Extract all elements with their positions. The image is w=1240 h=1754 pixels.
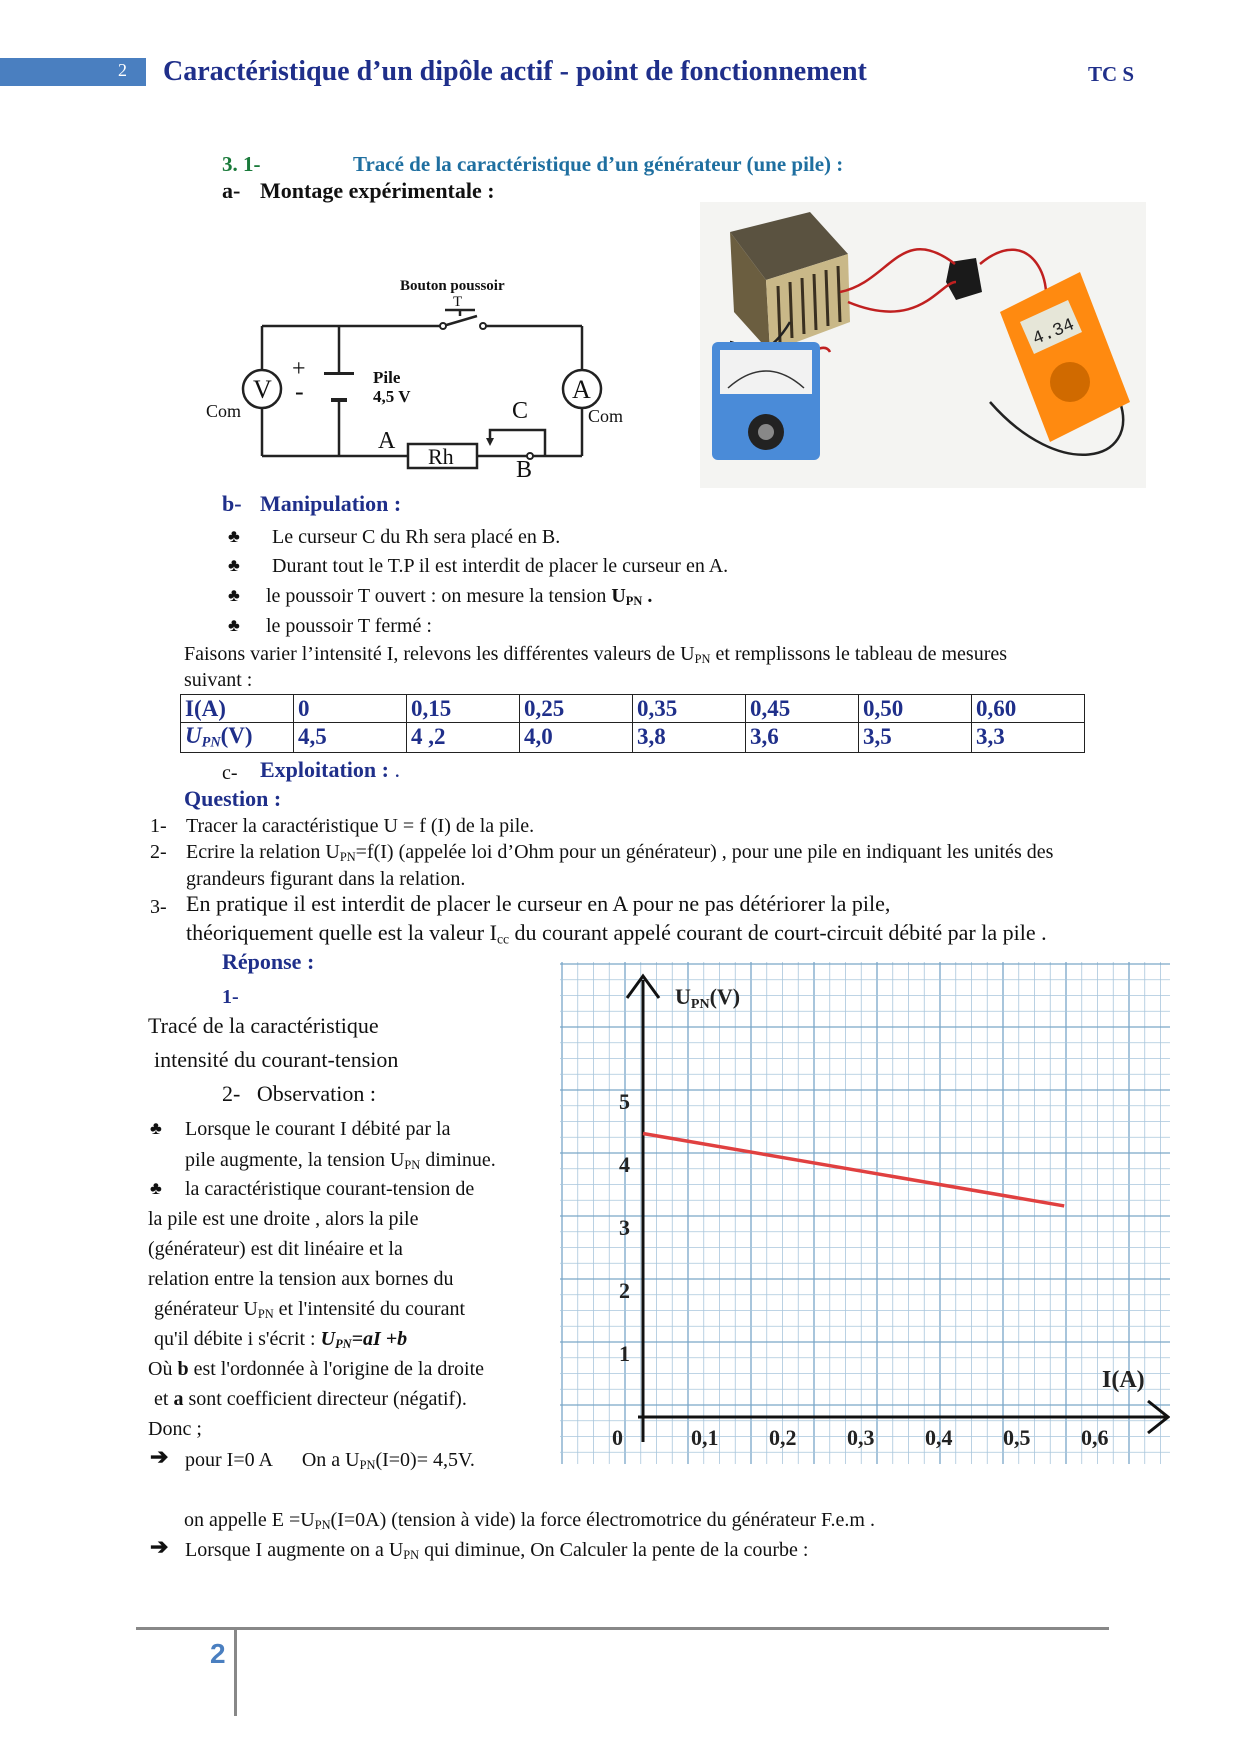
plus-sign: + [292,356,306,382]
t-label: T [453,294,463,310]
table-cell: 4 ,2 [407,723,520,753]
club-bullet-icon: ♣ [228,615,240,635]
node-b-label: B [516,457,533,483]
question-2: Ecrire la relation $U_{PN}=f(I)$ (appelée loi d’Ohm pour un générateur) , pour une pile en indiquant les unités des [186,841,1054,865]
chart-y-tick-label: 4 [619,1152,630,1177]
subsection-c-title: Exploitation : . [260,757,400,782]
table-cell: 3,6 [746,723,859,753]
question-title: Question : [184,786,282,811]
observation-2-line4: relation entre la tension aux bornes du [148,1268,454,1290]
chart-x-tick-label: 0,4 [925,1425,953,1450]
node-a-label: A [378,428,396,454]
chart-x-tick-label: 0,5 [1003,1425,1031,1450]
header-title: Caractéristique d’un dipôle actif - point de fonctionnement [163,56,867,87]
chart-x-tick-label: 0,6 [1081,1425,1109,1450]
minus-sign: - [295,377,304,406]
arrow-note-1: pour I=0 A On a $U_{PN}(I=0)= 4,5V$. [185,1449,475,1473]
chart-axes [627,976,1168,1442]
observation-2-line5: générateur $U_{PN}$ et l'intensité du courant [154,1298,465,1322]
arrow-right-icon: ➔ [150,1534,169,1559]
table-cell: 3,8 [633,723,746,753]
answer-title: Réponse : [222,949,315,974]
table-cell: 0 [294,695,407,723]
table-cell: 0,25 [520,695,633,723]
manip-bullet-2: Durant tout le T.P il est interdit de placer le curseur en A. [272,555,729,577]
answer-trace-line1: Tracé de la caractéristique [148,1013,379,1038]
question-1-number: 1- [150,815,167,837]
chart-y-tick-label: 1 [619,1341,630,1366]
node-c-label: C [512,398,529,424]
header-class: TC S [1088,62,1135,86]
section-number: 3. 1- [222,152,261,176]
question-3-line2: théoriquement quelle est la valeur $I_{cc}$ du courant appelé courant de court-circuit débité par la pile . [186,920,1047,947]
chart-y-tick-label: 2 [619,1278,630,1303]
observation-title: 2- Observation : [222,1081,376,1106]
manip-bullet-1: Le curseur C du Rh sera placé en B. [272,526,561,548]
characteristic-chart [560,962,1170,1464]
table-cell: 4,0 [520,723,633,753]
rheostat-label: Rh [428,444,454,469]
observation-1-line2: pile augmente, la tension $U_{PN}$ diminue. [185,1149,496,1173]
pile-value: 4,5 V [373,387,411,406]
club-bullet-icon: ♣ [228,585,240,605]
answer-number-1: 1- [222,986,239,1008]
chart-grid [560,962,1170,1464]
observation-2-line3: (générateur) est dit linéaire et la [148,1238,403,1260]
subsection-a-label: a- [222,178,241,203]
chart-origin-label: 0 [612,1425,623,1450]
table-cell: 3,5 [859,723,972,753]
footer-vertical-rule [234,1630,237,1716]
arrow-note-2: Lorsque I augmente on a $U_{PN}$ qui diminue, On Calculer la pente de la courbe : [185,1539,809,1563]
com-left-label: Com [206,401,242,421]
chart-x-tick-label: 0,3 [847,1425,875,1450]
table-cell: 0,60 [972,695,1085,723]
chart-y-tick-label: 3 [619,1215,630,1240]
manip-paragraph-line2: suivant : [184,669,253,691]
table-cell: 0,45 [746,695,859,723]
club-bullet-icon: ♣ [228,526,240,546]
emf-definition: on appelle $E =U_{PN}(I=0A)$ (tension à vide) la force électromotrice du générateur F.e.m . [184,1509,875,1533]
chart-x-tick-label: 0,1 [691,1425,719,1450]
observation-2-line1: la caractéristique courant-tension de [185,1178,475,1200]
question-3-number: 3- [150,896,167,918]
club-bullet-icon: ♣ [228,555,240,575]
header-page-number: 2 [118,60,127,80]
chart-series-line [643,1134,1064,1206]
subsection-b-label: b- [222,491,242,516]
button-label: Bouton poussoir [400,278,505,294]
question-2-number: 2- [150,841,167,863]
ammeter-letter: A [572,375,591,404]
com-right-label: Com [588,406,624,426]
voltmeter-letter: V [253,375,272,404]
subsection-a-title: Montage expérimentale : [260,178,495,203]
measurement-table [180,694,1085,753]
subsection-b-title: Manipulation : [260,491,402,516]
manip-paragraph: Faisons varier l’intensité I, relevons les différentes valeurs de $U_{PN}$ et remplissons le tableau de mesures [184,643,1008,667]
answer-trace-line2: intensité du courant-tension [154,1047,399,1072]
pile-label: Pile [373,368,401,387]
footer-rule [136,1627,1109,1630]
question-2-line2: grandeurs figurant dans la relation. [186,868,466,890]
chart-x-tick-label: 0,2 [769,1425,797,1450]
manip-bullet-3: le poussoir T ouvert : on mesure la tension $U_{PN}$ . [266,585,653,609]
subsection-c-label: c- [222,762,238,784]
chart-y-tick-label: 5 [619,1089,630,1114]
footer-page-number: 2 [210,1638,226,1669]
donc-label: Donc ; [148,1418,202,1440]
chart-x-axis-label: I(A) [1102,1367,1145,1393]
analog-multimeter [712,342,820,460]
table-row-voltage [181,723,1085,753]
question-3: En pratique il est interdit de placer le curseur en A pour ne pas détériorer la pile, [186,891,891,916]
observation-2-line8: et a sont coefficient directeur (négatif). [154,1388,467,1410]
circuit-diagram [200,270,640,500]
club-bullet-icon: ♣ [150,1118,162,1138]
section-title: Tracé de la caractéristique d’un générateur (une pile) : [353,152,844,176]
observation-2-line6: qu'il débite i s'écrit : $U_{PN}=aI +b$ [154,1328,408,1352]
table-header-current: I(A) [181,695,294,723]
manip-bullet-4: le poussoir T fermé : [266,615,432,637]
table-header-voltage: $U_{PN}(V)$ [181,723,294,753]
observation-2-line2: la pile est une droite , alors la pile [148,1208,419,1230]
chart-y-axis-label: UPN(V) [675,984,741,1012]
question-1: Tracer la caractéristique U = f (I) de la pile. [186,815,535,837]
experiment-photo [700,202,1146,488]
arrow-right-icon: ➔ [150,1444,169,1469]
table-cell: 0,50 [859,695,972,723]
observation-1-line1: Lorsque le courant I débité par la [185,1118,451,1140]
multimeter-display: 4.34 [1029,315,1078,350]
table-cell: 0,15 [407,695,520,723]
observation-2-line7: Où b est l'ordonnée à l'origine de la droite [148,1358,485,1380]
table-cell: 4,5 [294,723,407,753]
table-row-current [181,695,1085,723]
table-cell: 3,3 [972,723,1085,753]
club-bullet-icon: ♣ [150,1178,162,1198]
table-cell: 0,35 [633,695,746,723]
